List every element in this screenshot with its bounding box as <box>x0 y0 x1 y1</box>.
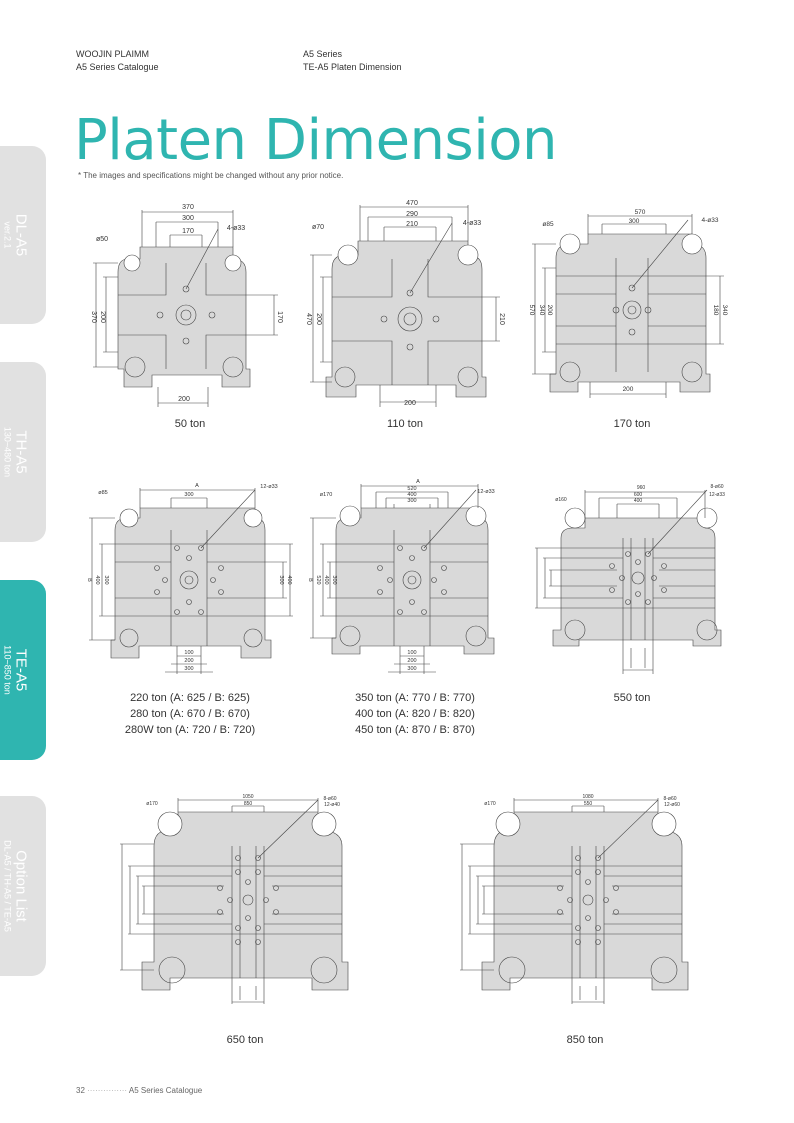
tab-subtitle: 130~480 ton <box>2 426 13 478</box>
tab-subtitle: 110~850 ton <box>2 645 13 695</box>
dim-h3: 400 <box>323 575 329 585</box>
dim-holes: 4-ø33 <box>462 220 482 227</box>
dim-b2: 200 <box>184 658 194 664</box>
tab-title: Option List <box>12 850 30 922</box>
dim-dia: ø85 <box>98 490 108 496</box>
dim-bottom: 200 <box>178 396 190 403</box>
dim-w3: 400 <box>633 498 643 504</box>
dim-h2: 400 <box>94 575 100 585</box>
dim-w1: 1050 <box>242 794 254 800</box>
tab-subtitle: ver.2.1 <box>2 221 13 249</box>
caption-220ton <box>110 690 270 738</box>
tab-title: TH-A5 <box>12 430 30 474</box>
dim-h1: 370 <box>90 311 97 323</box>
page-number: 32 <box>76 1086 85 1095</box>
dim-w2: 850 <box>243 801 253 807</box>
caption-line: 450 ton (A: 870 / B: 870) <box>355 724 475 736</box>
footer-dots: ··············· <box>84 1086 129 1095</box>
platen-drawing-50ton <box>88 197 288 412</box>
dim-bottom: 200 <box>404 400 416 407</box>
caption-110ton: 110 ton <box>387 418 423 430</box>
tab-option-list[interactable] <box>0 796 46 976</box>
tab-te-a5[interactable] <box>0 580 46 760</box>
dim-b1: 100 <box>184 650 194 656</box>
dim-w4: 300 <box>407 498 417 504</box>
section-name: TE-A5 Platen Dimension <box>303 62 402 72</box>
dim-w2: 600 <box>633 492 643 498</box>
dim-holes: 4-ø33 <box>226 225 246 232</box>
caption-50ton: 50 ton <box>174 418 206 430</box>
dim-w3: 210 <box>406 221 418 228</box>
dim-h4: 300 <box>331 575 337 585</box>
platen-drawing-350ton <box>306 478 516 678</box>
dim-w1: 1080 <box>582 794 594 800</box>
dim-holes2: 12-ø33 <box>709 492 725 498</box>
dim-h2: 200 <box>99 311 106 323</box>
dim-w1: 960 <box>636 485 646 491</box>
header-left <box>76 48 159 74</box>
dim-w2: 550 <box>583 801 593 807</box>
dim-h3: 210 <box>498 313 505 325</box>
dim-b1: 100 <box>407 650 417 656</box>
dim-h2: 340 <box>538 304 545 316</box>
header-right <box>303 48 402 74</box>
dim-w2: 300 <box>182 215 194 222</box>
catalogue-name: A5 Series Catalogue <box>76 62 159 72</box>
dim-w1: A <box>195 483 199 489</box>
footer-text: A5 Series Catalogue <box>128 1086 203 1095</box>
dim-holes2: 12-ø40 <box>324 802 340 808</box>
dim-dia: ø50 <box>95 236 109 243</box>
dim-holes: 8-ø60 <box>710 484 724 490</box>
dim-bottom: 200 <box>622 386 634 393</box>
dim-h1: 570 <box>528 304 535 316</box>
platen-drawing-220ton <box>85 478 295 678</box>
dim-h1: B <box>86 578 92 582</box>
platen-drawing-650ton <box>112 790 362 1020</box>
dim-h3: 300 <box>103 575 109 585</box>
dim-h2: 520 <box>315 575 321 585</box>
dim-h1: B <box>307 578 313 582</box>
platen-drawing-550ton <box>527 478 737 678</box>
dim-w2: 300 <box>628 218 640 225</box>
dim-dia: ø85 <box>542 221 554 228</box>
dim-holes: 8-ø60 <box>663 796 677 802</box>
platen-drawing-110ton <box>300 197 510 412</box>
dim-w2: 290 <box>406 211 418 218</box>
dim-holes: 12-ø33 <box>260 484 278 490</box>
tab-title: DL-A5 <box>12 213 30 257</box>
platen-drawing-850ton <box>452 790 702 1020</box>
dim-w3: 400 <box>407 492 417 498</box>
dim-h3: 200 <box>546 304 553 316</box>
tab-title: TE-A5 <box>12 648 30 692</box>
page-footer <box>76 1086 202 1095</box>
dim-w1: 570 <box>634 209 646 216</box>
dim-w1: 470 <box>406 200 418 207</box>
dim-holes: 12-ø33 <box>477 489 495 495</box>
dim-b3: 300 <box>407 666 417 672</box>
dim-h4: 300 <box>278 575 284 585</box>
disclaimer-notice: * The images and specifications might be changed without any prior notice. <box>78 171 344 180</box>
caption-170ton: 170 ton <box>613 418 651 430</box>
dim-dia: ø170 <box>146 801 158 807</box>
dim-dia: ø70 <box>311 224 325 231</box>
dim-dia: ø170 <box>319 492 333 498</box>
page-title: Platen Dimension <box>74 108 558 173</box>
dim-b2: 200 <box>407 658 417 664</box>
dim-dia: ø170 <box>484 801 496 807</box>
dim-h1: 470 <box>305 313 312 325</box>
dim-h5: 400 <box>286 575 292 585</box>
platen-drawing-170ton <box>520 202 730 407</box>
dim-w1: 370 <box>182 204 194 211</box>
dim-h5: 340 <box>721 304 728 316</box>
caption-line: 280W ton (A: 720 / B: 720) <box>124 724 256 736</box>
series-name: A5 Series <box>303 49 343 59</box>
dim-h3: 170 <box>276 311 283 323</box>
caption-350ton <box>335 690 495 738</box>
company-name: WOOJIN PLAIMM <box>76 49 150 59</box>
caption-850ton: 850 ton <box>566 1034 604 1046</box>
caption-550ton: 550 ton <box>613 692 651 704</box>
caption-line: 280 ton (A: 670 / B: 670) <box>130 708 250 720</box>
caption-650ton: 650 ton <box>226 1034 264 1046</box>
caption-line: 350 ton (A: 770 / B: 770) <box>355 692 475 704</box>
tab-th-a5[interactable] <box>0 362 46 542</box>
dim-w3: 170 <box>182 228 194 235</box>
caption-line: 220 ton (A: 625 / B: 625) <box>130 692 250 704</box>
dim-dia: ø160 <box>555 497 567 503</box>
dim-w2: 300 <box>184 492 194 498</box>
tab-subtitle: DL-A5 / TH-A5 / TE-A5 <box>2 840 13 932</box>
dim-holes2: 12-ø60 <box>664 802 680 808</box>
dim-holes: 8-ø60 <box>323 796 337 802</box>
dim-b3: 300 <box>184 666 194 672</box>
tab-dl-a5[interactable] <box>0 146 46 324</box>
caption-line: 400 ton (A: 820 / B: 820) <box>355 708 475 720</box>
dim-holes: 4-ø33 <box>701 217 719 224</box>
dim-h4: 180 <box>712 304 719 316</box>
dim-w1: A <box>416 479 420 485</box>
dim-h2: 200 <box>315 313 322 325</box>
dim-w2: 520 <box>407 486 417 492</box>
